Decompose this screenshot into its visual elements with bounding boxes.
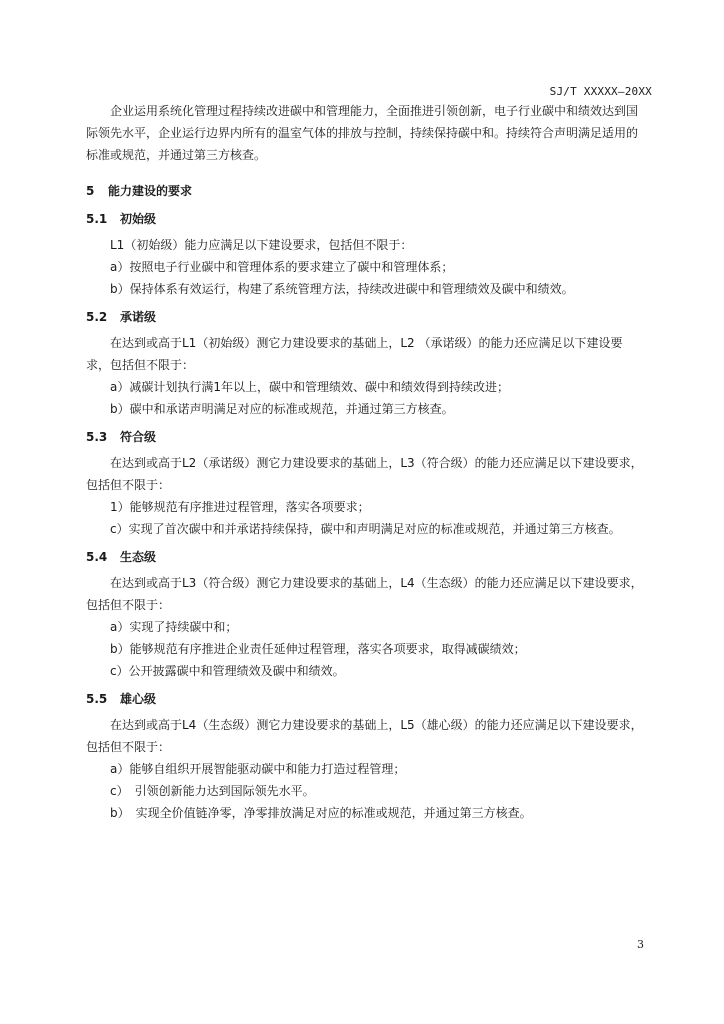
subsection-number: 5.4 bbox=[86, 550, 108, 564]
list-item: b）保持体系有效运行，构建了系统管理方法，持续改进碳中和管理绩效及碳中和绩效。 bbox=[110, 282, 574, 296]
subsection-number: 5.5 bbox=[86, 692, 108, 706]
list-item: a）实现了持续碳中和； bbox=[110, 620, 238, 634]
subsection-title: 承诺级 bbox=[120, 310, 157, 324]
subsection-lead: 在达到或高于L2（承诺级）测它力建设要求的基础上，L3（符合级）的能力还应满足以下建设要求，包括但不限于： bbox=[86, 456, 643, 492]
subsection-title: 初始级 bbox=[120, 212, 157, 226]
subsection-number: 5.2 bbox=[86, 310, 108, 324]
list-item: c）实现了首次碳中和并承诺持续保持，碳中和声明满足对应的标准或规范，并通过第三方核查。 bbox=[110, 522, 621, 536]
subsection-heading bbox=[86, 546, 646, 568]
section-heading bbox=[86, 180, 646, 202]
document-code: SJ/T XXXXX—20XX bbox=[549, 85, 652, 98]
list-item: c）公开披露碳中和管理绩效及碳中和绩效。 bbox=[110, 664, 345, 678]
list-item: b）能够规范有序推进企业责任延伸过程管理，落实各项要求，取得减碳绩效； bbox=[110, 642, 526, 656]
subsection-lead: L1（初始级）能力应满足以下建设要求，包括但不限于： bbox=[110, 238, 413, 252]
list-item: b） 实现全价值链净零，净零排放满足对应的标准或规范，并通过第三方核查。 bbox=[110, 806, 532, 820]
subsection-lead: 在达到或高于L3（符合级）测它力建设要求的基础上，L4（生态级）的能力还应满足以下建设要求，包括但不限于： bbox=[86, 576, 643, 612]
section-title: 能力建设的要求 bbox=[108, 184, 193, 198]
subsection-title: 雄心级 bbox=[120, 692, 157, 706]
intro-paragraph: 企业运用系统化管理过程持续改进碳中和管理能力，全面推进引领创新，电子行业碳中和绩效达到国际领先水平，企业运行边界内所有的温室气体的排放与控制，持续保持碳中和。持续符合声明满足适用的标准或规范，并通过第三方核查。 bbox=[86, 104, 639, 162]
subsection-title: 符合级 bbox=[120, 430, 157, 444]
subsection-heading bbox=[86, 426, 646, 448]
subsection-number: 5.1 bbox=[86, 212, 108, 226]
list-item: b）碳中和承诺声明满足对应的标准或规范，并通过第三方核查。 bbox=[110, 402, 454, 416]
list-item: c） 引领创新能力达到国际领先水平。 bbox=[110, 784, 315, 798]
document-body bbox=[86, 100, 646, 824]
page-number: 3 bbox=[637, 938, 644, 951]
subsection-title: 生态级 bbox=[120, 550, 157, 564]
list-item: a）减碳计划执行满1年以上，碳中和管理绩效、碳中和绩效得到持续改进； bbox=[110, 380, 509, 394]
section-number: 5 bbox=[86, 184, 95, 198]
list-item: 1）能够规范有序推进过程管理，落实各项要求； bbox=[110, 500, 370, 514]
subsection-number: 5.3 bbox=[86, 430, 108, 444]
subsection-lead: 在达到或高于L1（初始级）测它力建设要求的基础上，L2 （承诺级）的能力还应满足以下建设要求，包括但不限于： bbox=[86, 336, 623, 372]
subsection-heading bbox=[86, 306, 646, 328]
subsection-lead: 在达到或高于L4（生态级）测它力建设要求的基础上，L5（雄心级）的能力还应满足以下建设要求，包括但不限于： bbox=[86, 718, 643, 754]
subsection-heading bbox=[86, 688, 646, 710]
list-item: a）按照电子行业碳中和管理体系的要求建立了碳中和管理体系； bbox=[110, 260, 454, 274]
list-item: a）能够自组织开展智能驱动碳中和能力打造过程管理； bbox=[110, 762, 406, 776]
subsection-heading bbox=[86, 208, 646, 230]
